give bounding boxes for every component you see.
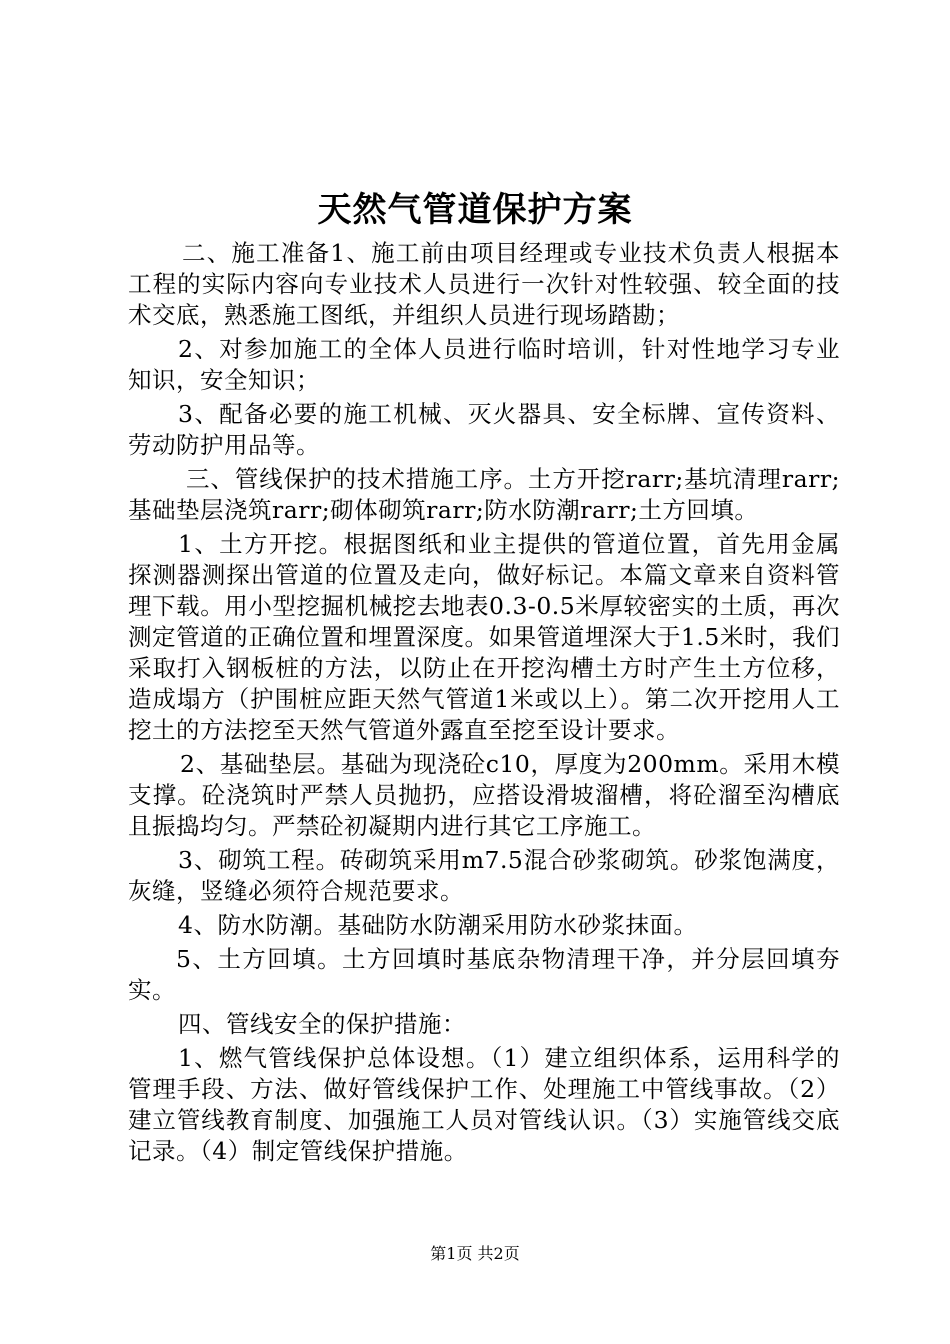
paragraph-masonry: 3、砌筑工程。砖砌筑采用m7.5混合砂浆砌筑。砂浆饱满度，灰缝，竖缝必须符合规范要求。: [128, 846, 840, 905]
paragraph-waterproofing: 4、防水防潮。基础防水防潮采用防水砂浆抹面。: [178, 911, 698, 939]
paragraph-excavation: 1、土方开挖。根据图纸和业主提供的管道位置，首先用金属探测器测探出管道的位置及走向，做好标记。本篇文章来自资料管理下载。用小型挖掘机械挖去地表0.3-0.5米厚较密实的土质，再次测定管道的正确位置和埋置深度。如果管道埋深大于1.5米时，我们采取打入钢板桩的方法，以防止在开挖沟槽土方时产生土方位移，造成塌方（护围桩应距天然气管道1米或以上）。第二次开挖用人工挖土的方法挖至天然气管道外露直至挖至设计要求。: [128, 530, 840, 744]
paragraph-equipment: 3、配备必要的施工机械、灭火器具、安全标牌、宣传资料、劳动防护用品等。: [128, 400, 840, 459]
paragraph-process: 三、管线保护的技术措施工序。土方开挖rarr;基坑清理rarr;基础垫层浇筑rarr;砌体砌筑rarr;防水防潮rarr;土方回填。: [128, 465, 840, 524]
page-footer: 第1页 共2页: [430, 1244, 520, 1263]
paragraph-training: 2、对参加施工的全体人员进行临时培训，针对性地学习专业知识，安全知识；: [128, 335, 840, 394]
paragraph-safety-heading: 四、管线安全的保护措施：: [178, 1010, 466, 1038]
paragraph-foundation: 2、基础垫层。基础为现浇砼c10，厚度为200mm。采用木模支撑。砼浇筑时严禁人员抛扔，应搭设滑坡溜槽，将砼溜至沟槽底且振捣均匀。严禁砼初凝期内进行其它工序施工。: [128, 750, 840, 840]
paragraph-protection-plan: 1、燃气管线保护总体设想。（1）建立组织体系，运用科学的管理手段、方法、做好管线保护工作、处理施工中管线事故。（2）建立管线教育制度、加强施工人员对管线认识。（3）实施管线交底记录。（4）制定管线保护措施。: [128, 1044, 840, 1165]
document-body: [128, 238, 840, 1170]
paragraph-preparation: 二、施工准备1、施工前由项目经理或专业技术负责人根据本工程的实际内容向专业技术人员进行一次针对性较强、较全面的技术交底，熟悉施工图纸，并组织人员进行现场踏勘；: [128, 239, 840, 329]
document-title: 天然气管道保护方案: [317, 190, 633, 230]
paragraph-backfill: 5、土方回填。土方回填时基底杂物清理干净，并分层回填夯实。: [128, 945, 840, 1004]
